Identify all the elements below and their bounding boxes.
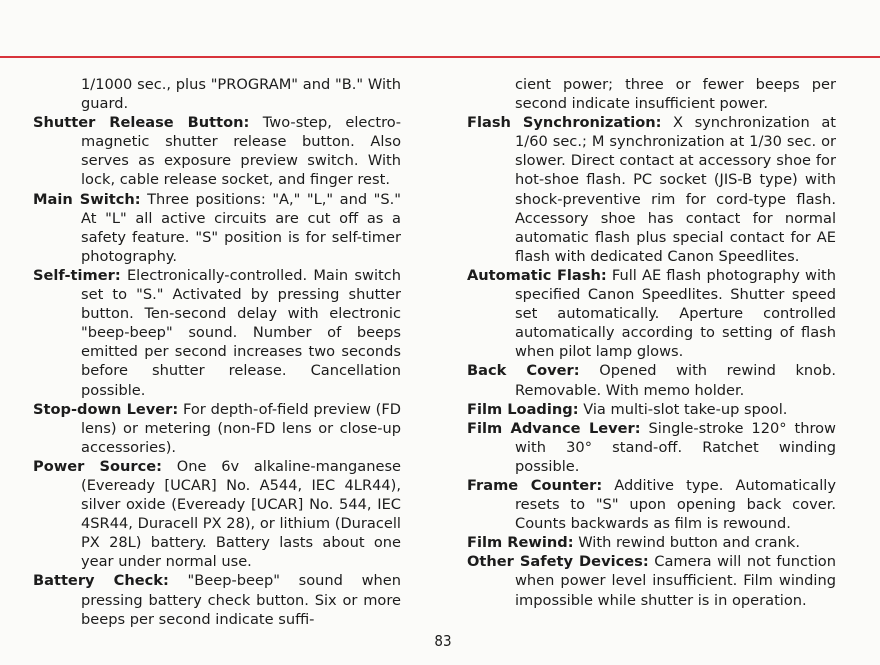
right-column [467, 75, 836, 610]
spec-text: X synchronization at 1/60 sec.; M synchronization at 1/30 sec. or slower. Direct contact at accessory shoe for hot-shoe flash. PC socket (JIS-B type) with shock-preventive rim for cord-type flash. Accessory shoe has contact for normal automatic flash plus special contact for AE flash with dedicated Canon Speedlites. [515, 114, 836, 265]
page-number: 83 [434, 632, 452, 650]
spec-term: Film Rewind: [467, 534, 574, 552]
left-column [33, 75, 401, 629]
spec-term: Back Cover: [467, 362, 580, 380]
spec-text: Opened with rewind knob. Removable. With memo holder. [515, 362, 837, 399]
spec-term: Flash Synchronization: [467, 114, 662, 132]
spec-entry-automatic-flash [467, 266, 836, 361]
spec-term: Automatic Flash: [467, 266, 607, 284]
spec-text: Camera will not function when power level insufficient. Film winding impossible while shutter is in operation. [515, 553, 836, 609]
spec-entry-film-rewind [467, 533, 836, 552]
spec-text: One 6v alkaline-manganese (Eveready [UCAR] No. A544, IEC 4LR44), silver oxide (Eveready [UCAR] No. 544, IEC 4SR44, Duracell PX 28), or lithium (Duracell PX 28L) battery. Battery lasts about one year under normal use. [81, 457, 402, 571]
spec-text: Single-stroke 120° throw with 30° stand-off. Ratchet winding possible. [515, 419, 836, 475]
spec-text: Electronically-controlled. Main switch set to "S." Activated by pressing shutter button. Ten-second delay with electronic "beep-beep" sound. Number of beeps emitted per second increases two seconds before shutter release. Cancellation possible. [81, 266, 401, 399]
spec-term: Shutter Release Button: [33, 114, 250, 132]
spec-text: For depth-of-field preview (FD lens) or metering (non-FD lens or close-up accessories). [81, 400, 402, 456]
top-rule [0, 56, 880, 58]
spec-text: With rewind button and crank. [578, 534, 800, 552]
spec-text: Two-step, electromagnetic shutter release button. Also serves as exposure preview switch. With lock, cable release socket, and finger rest. [81, 114, 402, 189]
spec-entry-shutter-release-button [33, 113, 401, 189]
spec-term: Main Switch: [33, 190, 141, 208]
spec-text: Additive type. Automatically resets to "S" upon opening back cover. Counts backwards as film is rewound. [515, 476, 836, 533]
spec-entry-film-advance-lever [467, 419, 836, 476]
spec-term: Battery Check: [33, 572, 169, 590]
spec-entry-self-timer [33, 266, 401, 400]
spec-term: Film Loading: [467, 400, 579, 418]
spec-text: Via multi-slot take-up spool. [583, 400, 788, 418]
spec-entry-frame-counter [467, 476, 836, 533]
spec-entry-power-source [33, 457, 401, 572]
spec-entry-back-cover [467, 361, 836, 399]
spec-continuation: cient power; three or fewer beeps per second indicate insufficient power. [515, 76, 836, 113]
spec-term: Other Safety Devices: [467, 553, 649, 571]
spec-text: Three positions: "A," "L," and "S." At "L" all active circuits are cut off as a safety feature. "S" position is for self-timer photography. [81, 190, 401, 265]
spec-term: Film Advance Lever: [467, 419, 641, 437]
spec-entry-film-loading [467, 400, 836, 419]
spec-term: Frame Counter: [467, 476, 603, 494]
spec-continuation: 1/1000 sec., plus "PROGRAM" and "B." With guard. [81, 76, 401, 113]
spec-text: "Beep-beep" sound when pressing battery check button. Six or more beeps per second indicate suffi- [81, 572, 401, 628]
spec-entry-battery-check [33, 571, 401, 628]
spec-term: Power Source: [33, 457, 162, 475]
spec-entry-other-safety-devices [467, 552, 836, 609]
spec-entry-main-switch [33, 190, 401, 266]
spec-term: Self-timer: [33, 266, 121, 284]
spec-term: Stop-down Lever: [33, 400, 179, 418]
spec-text: Full AE flash photography with specified Canon Speedlites. Shutter speed set automatically. Aperture controlled automatically according to setting of flash when pilot lamp glows. [515, 266, 837, 361]
spec-entry-flash-synchronization [467, 113, 836, 266]
spec-entry-stop-down-lever [33, 400, 401, 457]
